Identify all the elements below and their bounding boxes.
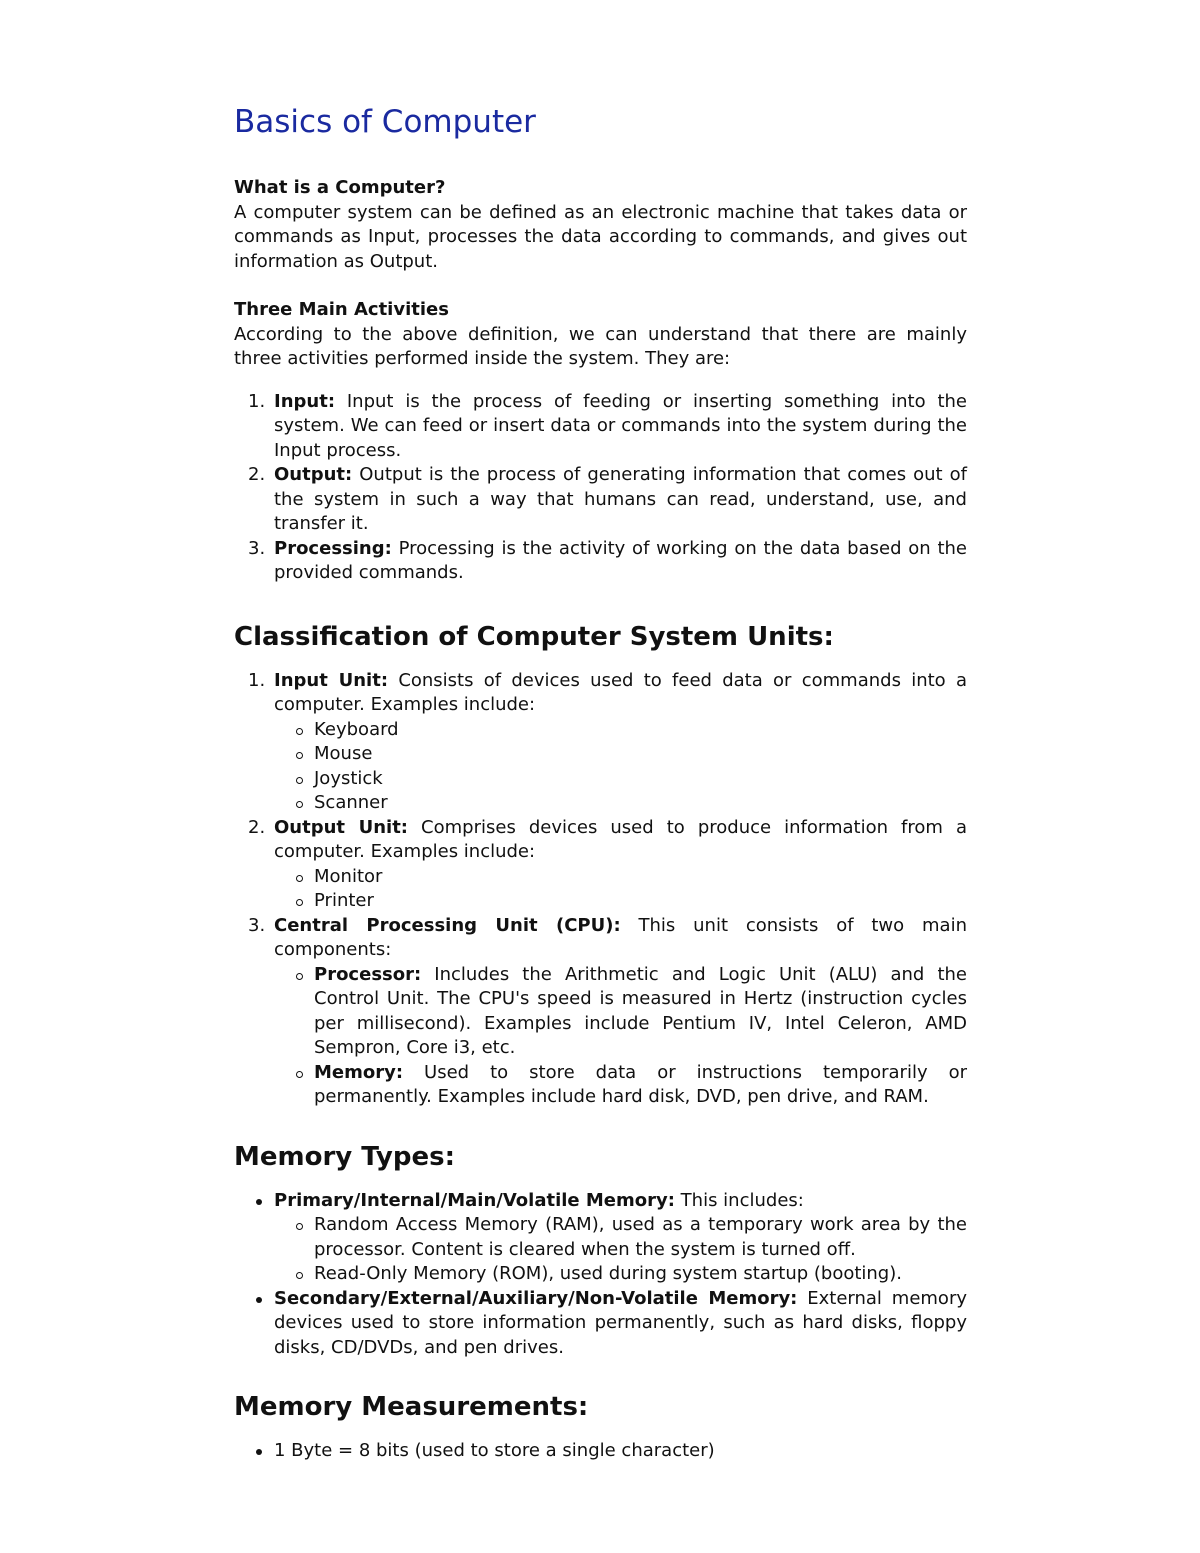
item-text: Consists of devices used to feed data or commands into a computer. Examples include:: [274, 669, 967, 715]
list-number: 2.: [248, 816, 266, 838]
item-text: Output is the process of generating information that comes out of the system in such a way that humans can read, understand, use, and transfer it.: [274, 464, 967, 534]
sub-list-item: [274, 1213, 967, 1262]
sub-list-item: [274, 963, 967, 1061]
sub-list-item: [274, 791, 967, 816]
item-text: This unit consists of two main components:: [274, 914, 967, 960]
activities-heading: Three Main Activities: [234, 299, 449, 320]
sub-list-item: [274, 767, 967, 792]
item-text: Input is the process of feeding or inserting something into the system. We can feed or insert data or commands into the system during the Input process.: [274, 390, 967, 461]
list-item: [234, 914, 967, 1110]
circle-bullet-icon: [296, 801, 303, 808]
classification-heading: Classification of Computer System Units:: [234, 621, 834, 652]
list-item: [234, 390, 967, 464]
document-title: Basics of Computer: [234, 104, 536, 140]
list-item: [234, 1439, 967, 1464]
list-number: 2.: [248, 464, 266, 485]
classification-list: [234, 669, 967, 1110]
item-label: Secondary/External/Auxiliary/Non-Volatile Memory:: [274, 1287, 798, 1309]
sub-list: [274, 865, 967, 914]
item-label: Output Unit:: [274, 816, 409, 838]
circle-bullet-icon: [296, 899, 303, 906]
sub-item-text: Read-Only Memory (ROM), used during system startup (booting).: [314, 1263, 902, 1284]
sub-item-text: Joystick: [314, 767, 383, 789]
item-text: Comprises devices used to produce information from a computer. Examples include:: [274, 816, 967, 862]
circle-bullet-icon: [296, 973, 303, 980]
circle-bullet-icon: [296, 777, 303, 784]
memory-types-list: [234, 1189, 967, 1361]
sub-item-label: Processor:: [314, 963, 422, 985]
list-item: [234, 537, 967, 586]
memory-measurements-list: [234, 1439, 967, 1464]
sub-item-label: Memory:: [314, 1061, 404, 1083]
bullet-icon: [256, 1297, 262, 1303]
list-number: 3.: [248, 914, 266, 936]
list-item: [234, 1189, 967, 1287]
list-number: 1.: [248, 390, 266, 412]
item-label: Output:: [274, 464, 353, 485]
sub-item-text: Printer: [314, 890, 374, 911]
item-label: Processing:: [274, 537, 392, 559]
circle-bullet-icon: [296, 728, 303, 735]
sub-item-text: Used to store data or instructions temporarily or permanently. Examples include hard disk, DVD, pen drive, and RAM.: [314, 1061, 967, 1107]
sub-list: [274, 1213, 967, 1287]
intro-section: [234, 176, 967, 274]
circle-bullet-icon: [296, 1272, 303, 1279]
list-number: 3.: [248, 537, 266, 559]
list-number: 1.: [248, 669, 266, 691]
sub-list-item: [274, 1061, 967, 1110]
sub-list-item: [274, 742, 967, 767]
circle-bullet-icon: [296, 1223, 303, 1230]
activities-section: [234, 298, 967, 372]
sub-item-text: Includes the Arithmetic and Logic Unit (ALU) and the Control Unit. The CPU's speed is measured in Hertz (instruction cycles per millisecond). Examples include Pentium IV, Intel Celeron, AMD Sempron, Core i3, etc.: [314, 963, 967, 1058]
sub-item-text: Random Access Memory (RAM), used as a temporary work area by the processor. Content is cleared when the system is turned off.: [314, 1214, 967, 1260]
sub-list: [274, 963, 967, 1110]
memory-types-heading: Memory Types:: [234, 1141, 455, 1172]
circle-bullet-icon: [296, 752, 303, 759]
sub-item-text: Mouse: [314, 743, 373, 764]
activities-list: [234, 390, 967, 586]
sub-list-item: [274, 1262, 967, 1287]
intro-heading: What is a Computer?: [234, 177, 446, 198]
list-item: [234, 669, 967, 816]
list-item: [234, 816, 967, 914]
item-label: Input Unit:: [274, 669, 389, 691]
circle-bullet-icon: [296, 875, 303, 882]
sub-item-text: Monitor: [314, 865, 383, 887]
activities-paragraph: According to the above definition, we can understand that there are mainly three activities performed inside the system. They are:: [234, 323, 967, 369]
sub-item-text: Scanner: [314, 792, 388, 813]
list-item: [234, 463, 967, 537]
sub-item-text: Keyboard: [314, 718, 399, 740]
sub-list: [274, 718, 967, 816]
item-text: External memory devices used to store information permanently, such as hard disks, floppy disks, CD/DVDs, and pen drives.: [274, 1287, 967, 1358]
memory-measurements-heading: Memory Measurements:: [234, 1392, 589, 1422]
item-label: Central Processing Unit (CPU):: [274, 914, 621, 936]
bullet-icon: [256, 1199, 262, 1205]
list-item: [234, 1287, 967, 1361]
sub-list-item: [274, 865, 967, 890]
item-label: Input:: [274, 390, 336, 412]
item-text: This includes:: [674, 1189, 804, 1211]
item-text: 1 Byte = 8 bits (used to store a single character): [274, 1440, 715, 1461]
circle-bullet-icon: [296, 1071, 303, 1078]
item-text: Processing is the activity of working on the data based on the provided commands.: [274, 537, 967, 583]
item-label: Primary/Internal/Main/Volatile Memory:: [274, 1189, 675, 1211]
document-page: [234, 100, 967, 1464]
sub-list-item: [274, 889, 967, 914]
bullet-icon: [256, 1449, 262, 1455]
intro-paragraph: A computer system can be defined as an electronic machine that takes data or commands as Input, processes the data according to commands, and gives out information as Output.: [234, 201, 967, 272]
sub-list-item: [274, 718, 967, 743]
